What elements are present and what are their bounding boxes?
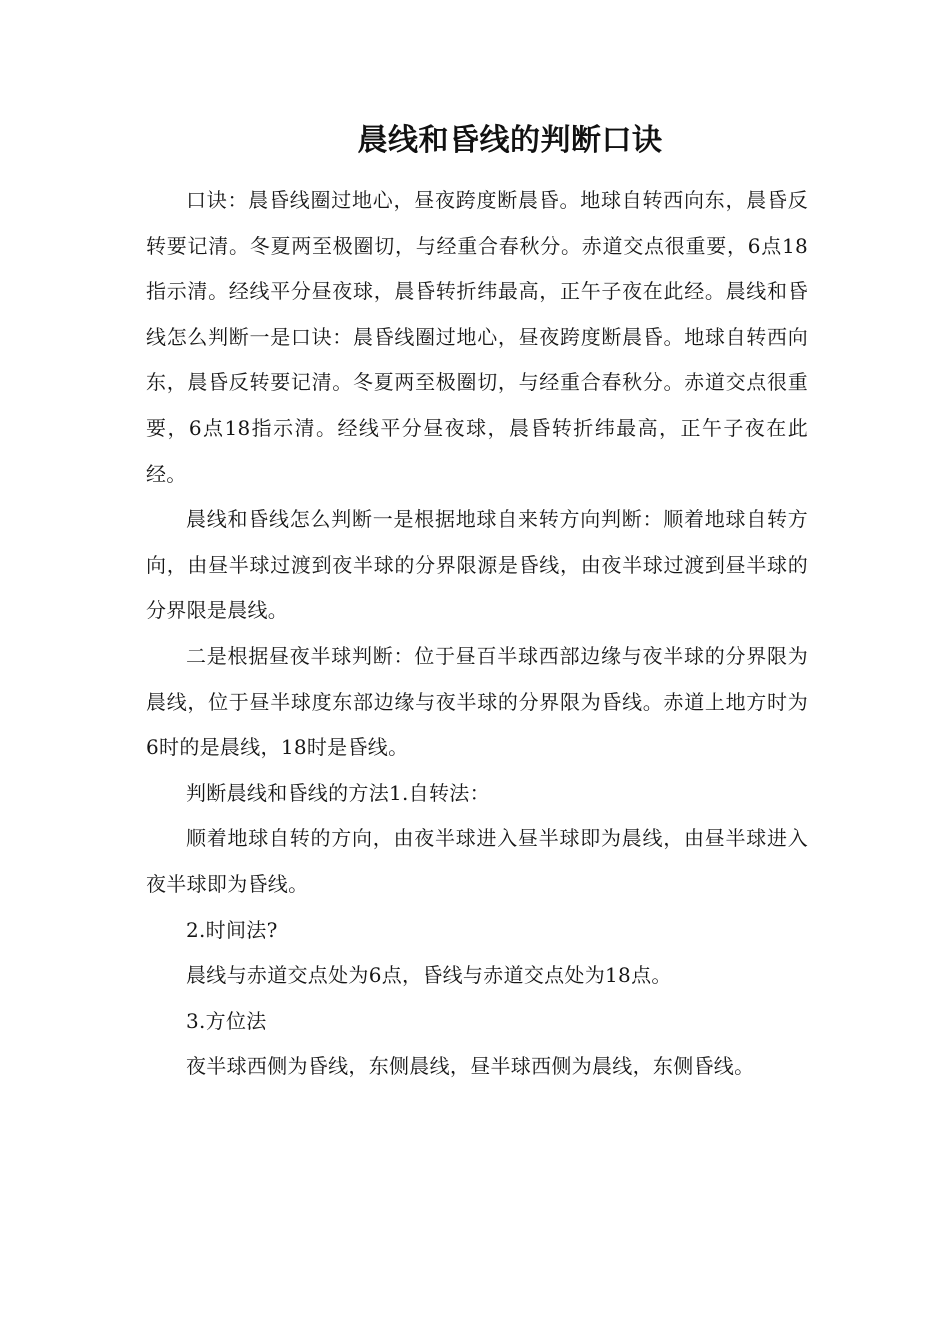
- paragraph-direction-method-heading: 3.方位法: [186, 1008, 267, 1033]
- paragraph-method-heading: 判断晨线和昏线的方法1.自转法：: [186, 780, 490, 805]
- paragraph-direction-method: 夜半球西侧为昏线，东侧晨线，昼半球西侧为晨线，东侧昏线。: [186, 1054, 755, 1079]
- paragraph-time-method: 晨线与赤道交点处为6点，昏线与赤道交点处为18点。: [186, 963, 672, 988]
- paragraph-time-method-heading: 2.时间法?: [186, 917, 278, 942]
- paragraph-day-night-hemisphere: 二是根据昼夜半球判断：位于昼百半球西部边缘与夜半球的分界限为晨线，位于昼半球度东部边缘与夜半球的分界限为昏线。赤道上地方时为6时的是晨线，18时是昏线。: [146, 643, 808, 760]
- document-title: 晨线和昏线的判断口诀: [357, 123, 663, 158]
- paragraph-rotation-method: 顺着地球自转的方向，由夜半球进入昼半球即为晨线，由昼半球进入夜半球即为昏线。: [146, 826, 808, 896]
- paragraph-rotation-direction: 晨线和昏线怎么判断一是根据地球自来转方向判断：顺着地球自转方向，由昼半球过渡到夜半球的分界限源是昏线，由夜半球过渡到昼半球的分界限是晨线。: [146, 507, 808, 623]
- document-body: [146, 178, 808, 1090]
- paragraph-mnemonic: 口诀：晨昏线圈过地心，昼夜跨度断晨昏。地球自转西向东，晨昏反转要记清。冬夏两至极圈切，与经重合春秋分。赤道交点很重要，6点18指示清。经线平分昼夜球，晨昏转折纬最高，正午子夜在此经。晨线和昏线怎么判断一是口诀：晨昏线圈过地心，昼夜跨度断晨昏。地球自转西向东，晨昏反转要记清。冬夏两至极圈切，与经重合春秋分。赤道交点很重要，6点18指示清。经线平分昼夜球，晨昏转折纬最高，正午子夜在此经。: [146, 188, 808, 486]
